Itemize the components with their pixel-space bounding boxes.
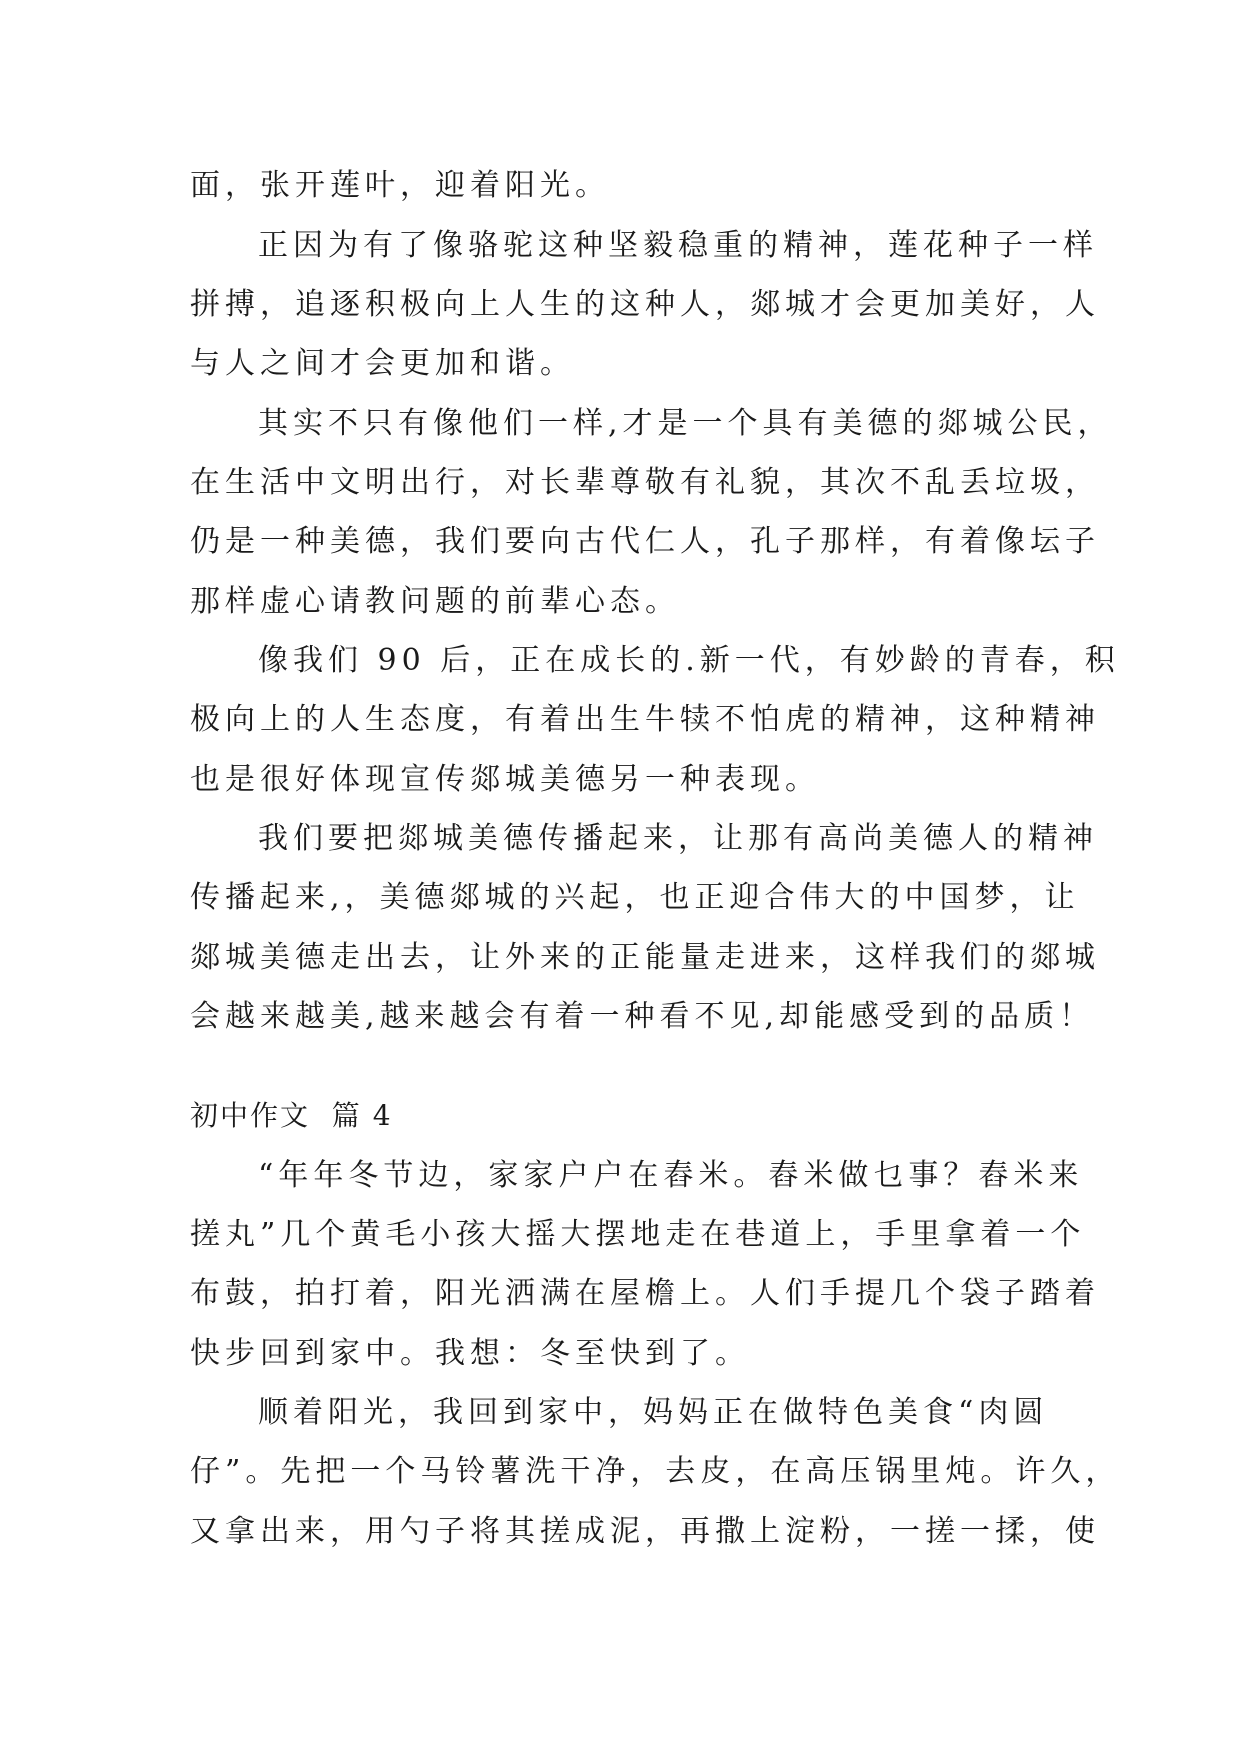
paragraph-line: 其实不只有像他们一样,才是一个具有美德的郯城公民， xyxy=(258,406,1113,441)
paragraph-line: 与人之间才会更加和谐。 xyxy=(190,346,575,381)
paragraph-line: 像我们 90 后，正在成长的.新一代，有妙龄的青春，积 xyxy=(258,643,1120,678)
paragraph-line: 那样虚心请教问题的前辈心态。 xyxy=(190,584,680,619)
paragraph-line: 我们要把郯城美德传播起来，让那有高尚美德人的精神 xyxy=(258,821,1098,856)
paragraph-line: 在生活中文明出行，对长辈尊敬有礼貌，其次不乱丢垃圾， xyxy=(190,465,1100,500)
paragraph-line: 极向上的人生态度，有着出生牛犊不怕虎的精神，这种精神 xyxy=(190,702,1100,737)
paragraph-line: 快步回到家中。我想：冬至快到了。 xyxy=(190,1336,750,1371)
paragraph-line: 也是很好体现宣传郯城美德另一种表现。 xyxy=(190,762,820,797)
paragraph-line: 顺着阳光，我回到家中，妈妈正在做特色美食“肉圆 xyxy=(258,1395,1049,1430)
paragraph-line: 拼搏，追逐积极向上人生的这种人，郯城才会更加美好，人 xyxy=(190,287,1100,322)
paragraph-line: 又拿出来，用勺子将其搓成泥，再撒上淀粉，一搓一揉，使 xyxy=(190,1514,1100,1549)
paragraph-line: “年年冬节边，家家户户在舂米。舂米做乜事？舂米来 xyxy=(258,1158,1084,1193)
paragraph-line: 传播起来,，美德郯城的兴起，也正迎合伟大的中国梦，让 xyxy=(190,880,1080,915)
paragraph-line: 仍是一种美德，我们要向古代仁人，孔子那样，有着像坛子 xyxy=(190,524,1100,559)
paragraph-line: 仔”。先把一个马铃薯洗干净，去皮，在高压锅里炖。许久， xyxy=(190,1454,1121,1489)
paragraph-line: 郯城美德走出去，让外来的正能量走进来，这样我们的郯城 xyxy=(190,940,1100,975)
paragraph-line: 会越来越美,越来越会有着一种看不见,却能感受到的品质！ xyxy=(190,999,1095,1034)
paragraph-line: 布鼓，拍打着，阳光洒满在屋檐上。人们手提几个袋子踏着 xyxy=(190,1276,1100,1311)
paragraph-line: 正因为有了像骆驼这种坚毅稳重的精神，莲花种子一样 xyxy=(258,228,1098,263)
paragraph-line: 面，张开莲叶，迎着阳光。 xyxy=(190,168,610,203)
section-heading: 初中作文 篇 4 xyxy=(190,1099,393,1132)
paragraph-line: 搓丸”几个黄毛小孩大摇大摆地走在巷道上，手里拿着一个 xyxy=(190,1217,1086,1252)
